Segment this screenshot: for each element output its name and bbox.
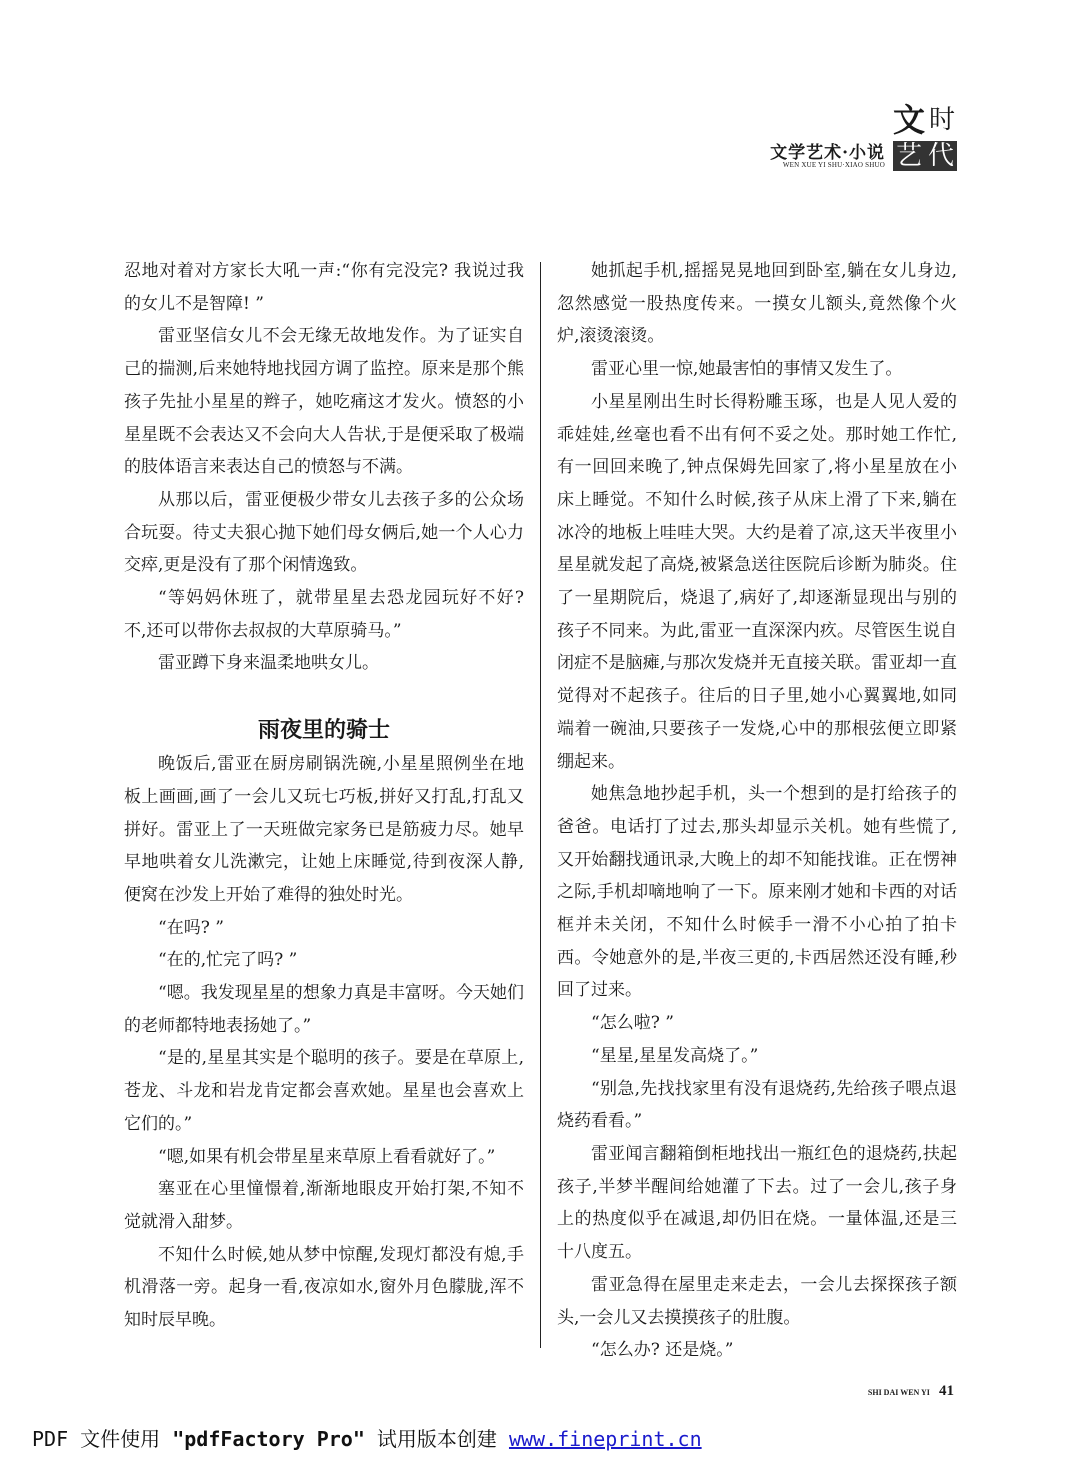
logo-char-4: 代 bbox=[925, 141, 957, 171]
logo-char-1: 文 bbox=[893, 101, 926, 139]
paragraph: “嗯。我发现星星的想象力真是丰富呀。今天她们的老师都特地表扬她了。” bbox=[124, 983, 524, 1036]
paragraph: 她焦急地抄起手机，头一个想到的是打给孩子的爸爸。电话打了过去,那头却显示关机。她有些慌了,又开始翻找通讯录,大晚上的却不知能找谁。正在愣神之际,手机却嘀地响了一下。原来刚才她和卡西的对话框并未关闭，不知什么时候手一滑不小心拍了拍卡西。令她意外的是,半夜三更的,卡西居然还没有睡,秒回了过来。 bbox=[557, 784, 957, 1001]
paragraph: 雷亚心里一惊,她最害怕的事情又发生了。 bbox=[591, 359, 903, 380]
section-title: 雨夜里的骑士 bbox=[257, 717, 390, 744]
paragraph: 从那以后，雷亚便极少带女儿去孩子多的公众场合玩耍。待丈夫狠心抛下她们母女俩后,她一个人心力交瘁,更是没有了那个闲情逸致。 bbox=[124, 489, 524, 576]
paragraph: 小星星刚出生时长得粉雕玉琢，也是人见人爱的乖娃娃,丝毫也看不出有何不妥之处。那时她工作忙,有一回回来晚了,钟点保姆先回家了,将小星星放在小床上睡觉。不知什么时候,孩子从床上滑了下来,躺在冰冷的地板上哇哇大哭。大约是着了凉,这天半夜里小星星就发起了高烧,被紧急送往医院后诊断为肺炎。住了一星期院后，烧退了,病好了,却逐渐显现出与别的孩子不同来。为此,雷亚一直深深内疚。尽管医生说自闭症不是脑瘫,与那次发烧并无直接关联。雷亚却一直觉得对不起孩子。往后的日子里,她小心翼翼地,如同端着一碗油,只要孩子一发烧,心中的那根弦便立即紧绷起来。 bbox=[557, 391, 957, 772]
magazine-header bbox=[657, 101, 957, 173]
right-column bbox=[557, 255, 957, 1367]
watermark-middle: 试用版本创建 bbox=[364, 1427, 509, 1451]
paragraph: “怎么啦? ” bbox=[591, 1013, 674, 1034]
paragraph: 晚饭后,雷亚在厨房刷锅洗碗,小星星照例坐在地板上画画,画了一会儿又玩七巧板,拼好又打乱,打乱又拼好。雷亚上了一天班做完家务已是筋疲力尽。她早早地哄着女儿洗漱完，让她上床睡觉,待到夜深人静,便窝在沙发上开始了难得的独处时光。 bbox=[124, 754, 524, 905]
paragraph: “星星,星星发高烧了。” bbox=[591, 1045, 759, 1066]
paragraph: “在吗? ” bbox=[158, 917, 224, 938]
logo-char-3: 艺 bbox=[893, 141, 925, 171]
paragraph: “等妈妈休班了，就带星星去恐龙园玩好不好? 不,还可以带你去叔叔的大草原骑马。” bbox=[124, 588, 524, 641]
paragraph: 忍地对着对方家长大吼一声:“你有完没完? 我说过我的女儿不是智障! ” bbox=[124, 261, 524, 314]
column-divider bbox=[540, 262, 541, 1348]
paragraph: 她抓起手机,摇摇晃晃地回到卧室,躺在女儿身边,忽然感觉一股热度传来。一摸女儿额头,竟然像个火炉,滚烫滚烫。 bbox=[557, 261, 957, 347]
magazine-logo bbox=[893, 101, 957, 171]
header-title-pinyin: WEN XUE YI SHU·XIAO SHUO bbox=[782, 161, 885, 169]
paragraph: “别急,先找找家里有没有退烧药,先给孩子喂点退烧药看看。” bbox=[557, 1078, 957, 1132]
paragraph: “是的,星星其实是个聪明的孩子。要是在草原上,苍龙、斗龙和岩龙肯定都会喜欢她。星星也会喜欢上它们的。” bbox=[124, 1048, 524, 1134]
paragraph: “嗯,如果有机会带星星来草原上看看就好了。” bbox=[158, 1146, 496, 1167]
paragraph: 塞亚在心里憧憬着,渐渐地眼皮开始打架,不知不觉就滑入甜梦。 bbox=[124, 1179, 524, 1232]
watermark-prefix: PDF 文件使用 bbox=[32, 1427, 173, 1451]
paragraph: 雷亚蹲下身来温柔地哄女儿。 bbox=[158, 653, 379, 674]
paragraph: 雷亚急得在屋里走来走去，一会儿去探探孩子额头,一会儿又去摸摸孩子的肚腹。 bbox=[557, 1274, 957, 1328]
left-column bbox=[124, 255, 524, 1337]
left-paragraphs-after bbox=[124, 748, 524, 1337]
paragraph: “在的,忙完了吗? ” bbox=[158, 950, 298, 971]
watermark-link[interactable]: www.fineprint.cn bbox=[508, 1427, 702, 1451]
header-title-cn: 文学艺术·小说 bbox=[770, 143, 885, 163]
page-number: 41 bbox=[939, 1383, 954, 1399]
paragraph: “怎么办? 还是烧。” bbox=[591, 1340, 734, 1361]
right-paragraphs bbox=[557, 255, 957, 1367]
paragraph: 雷亚坚信女儿不会无缘无故地发作。为了证实自己的揣测,后来她特地找园方调了监控。原来是那个熊孩子先扯小星星的辫子，她吃痛这才发火。愤怒的小星星既不会表达又不会向大人告状,于是便采取了极端的肢体语言来表达自己的愤怒与不满。 bbox=[124, 326, 524, 478]
footer-magazine-name: SHI DAI WEN YI bbox=[867, 1388, 930, 1397]
logo-char-2: 时 bbox=[928, 105, 955, 135]
pdf-watermark bbox=[32, 1423, 702, 1452]
left-paragraphs-before bbox=[124, 255, 524, 680]
paragraph: 不知什么时候,她从梦中惊醒,发现灯都没有熄,手机滑落一旁。起身一看,夜凉如水,窗外月色朦胧,浑不知时辰早晚。 bbox=[124, 1244, 524, 1331]
page-number-footer bbox=[868, 1380, 954, 1400]
paragraph: 雷亚闻言翻箱倒柜地找出一瓶红色的退烧药,扶起孩子,半梦半醒间给她灌了下去。过了一会儿,孩子身上的热度似乎在减退,却仍旧在烧。一量体温,还是三十八度五。 bbox=[557, 1143, 957, 1263]
watermark-product: "pdfFactory Pro" bbox=[172, 1427, 365, 1451]
